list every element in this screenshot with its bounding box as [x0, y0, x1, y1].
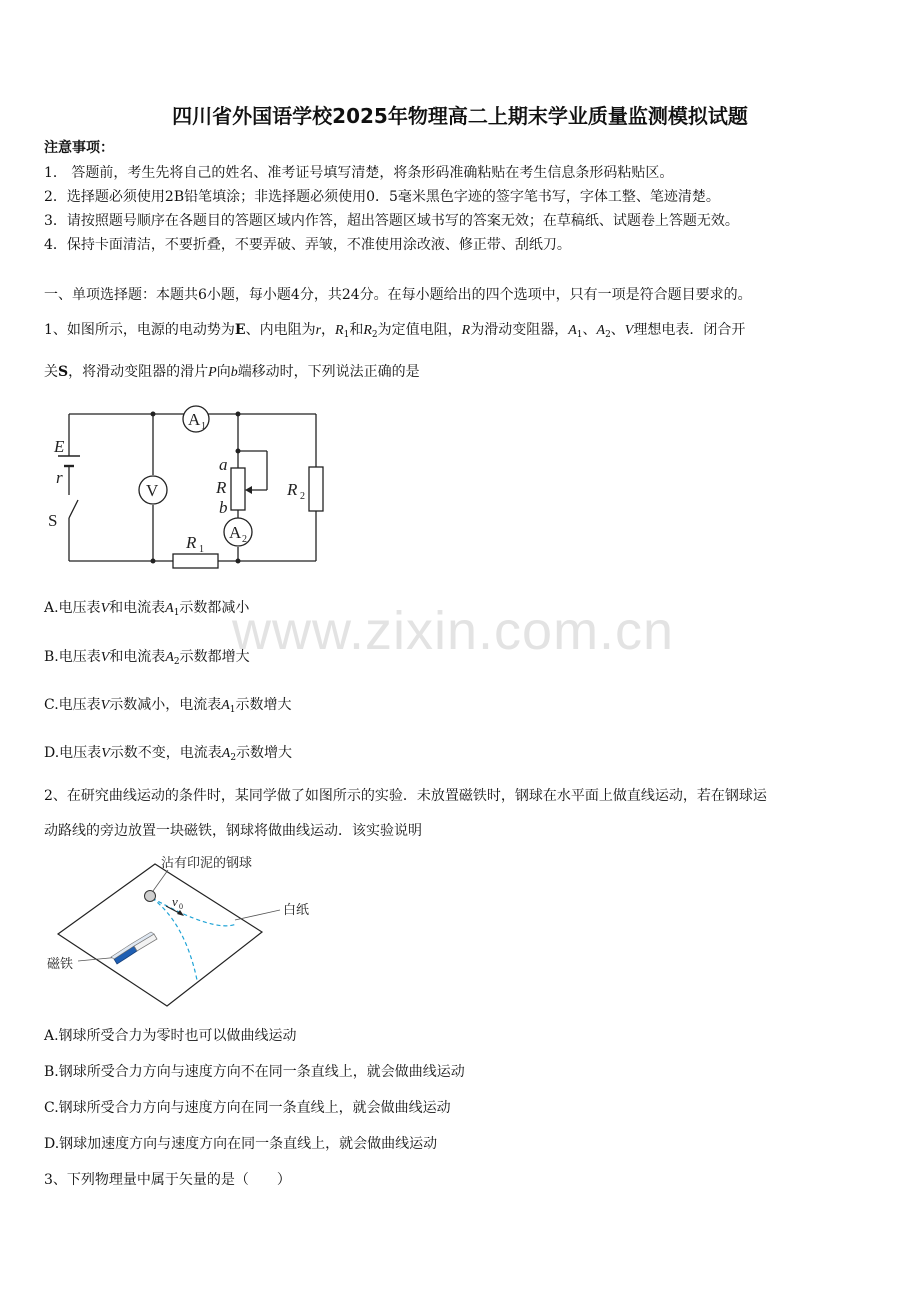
- notice-item-4: 4．保持卡面清洁，不要折叠，不要弄破、弄皱，不准使用涂改液、修正带、刮纸刀。: [44, 237, 571, 253]
- paper-label: 白纸: [283, 902, 310, 917]
- label-A2-sub: 2: [242, 534, 247, 545]
- q2-stem-line1: 2、在研究曲线运动的条件时，某同学做了如图所示的实验．未放置磁铁时，钢球在水平面上做直线运动，若在钢球运: [44, 788, 767, 804]
- magnet-label: 磁铁: [47, 956, 74, 971]
- label-S: S: [48, 511, 58, 530]
- q2-stem-line2: 动路线的旁边放置一块磁铁，钢球将做曲线运动．该实验说明: [44, 823, 422, 839]
- q1-option-b: B.电压表V和电流表$A_2$示数都增大: [44, 649, 250, 667]
- label-r: r: [56, 468, 63, 487]
- label-E: E: [54, 437, 65, 456]
- watermark: www.zixin.com.cn: [232, 601, 675, 661]
- circuit-diagram: [40, 400, 340, 575]
- q1-option-c: C.电压表V示数减小，电流表$A_1$示数增大: [44, 697, 292, 715]
- velocity-label: v: [172, 894, 178, 909]
- magnet-experiment-figure: [40, 848, 330, 1013]
- q2-option-a: A.钢球所受合力为零时也可以做曲线运动: [44, 1028, 297, 1044]
- notice-item-2: 2．选择题必须使用2B铅笔填涂；非选择题必须使用0．5毫米黑色字迹的签字笔书写，字体工整、笔迹清楚。: [44, 189, 720, 205]
- label-A2: A: [229, 523, 242, 542]
- page-title: 四川省外国语学校2025年物理高二上期末学业质量监测模拟试题: [172, 104, 748, 128]
- label-b: b: [219, 498, 228, 517]
- label-A1: A: [188, 410, 201, 429]
- label-R1: R: [186, 533, 197, 552]
- label-A1-sub: 1: [201, 421, 206, 432]
- label-R: R: [216, 478, 227, 497]
- notice-heading: 注意事项：: [44, 140, 114, 156]
- label-V: V: [146, 481, 159, 500]
- q1-stem-line2: 关S，将滑动变阻器的滑片P向b端移动时，下列说法正确的是: [44, 364, 420, 380]
- ball-label: 沾有印泥的钢球: [161, 855, 253, 870]
- q1-option-a: A.电压表V和电流表$A_1$示数都减小: [44, 600, 250, 618]
- section-heading: 一、单项选择题：本题共6小题，每小题4分，共24分。在每小题给出的四个选项中，只有一项是符合题目要求的。: [44, 287, 752, 303]
- q2-option-c: C.钢球所受合力方向与速度方向在同一条直线上，就会做曲线运动: [44, 1100, 451, 1116]
- label-R1-sub: 1: [199, 544, 204, 555]
- label-a: a: [219, 455, 228, 474]
- q2-option-d: D.钢球加速度方向与速度方向在同一条直线上，就会做曲线运动: [44, 1136, 438, 1152]
- q3-stem: 3、下列物理量中属于矢量的是（ ）: [44, 1172, 291, 1188]
- q1-stem-line1: 1、如图所示，电源的电动势为E、内电阻为r，$R_1$和$R_2$为定值电阻，R为滑动变阻器，$A_1$、$A_2$、V理想电表．闭合开: [44, 322, 746, 340]
- label-R2: R: [287, 480, 298, 499]
- velocity-sub: 0: [179, 902, 183, 911]
- q1-option-d: D.电压表V示数不变，电流表$A_2$示数增大: [44, 745, 293, 763]
- notice-item-3: 3．请按照题号顺序在各题目的答题区域内作答，超出答题区域书写的答案无效；在草稿纸、试题卷上答题无效。: [44, 213, 739, 229]
- q2-option-b: B.钢球所受合力方向与速度方向不在同一条直线上，就会做曲线运动: [44, 1064, 465, 1080]
- notice-item-1: 1． 答题前，考生先将自己的姓名、准考证号填写清楚，将条形码准确粘贴在考生信息条形码粘贴区。: [44, 165, 674, 181]
- label-R2-sub: 2: [300, 491, 305, 502]
